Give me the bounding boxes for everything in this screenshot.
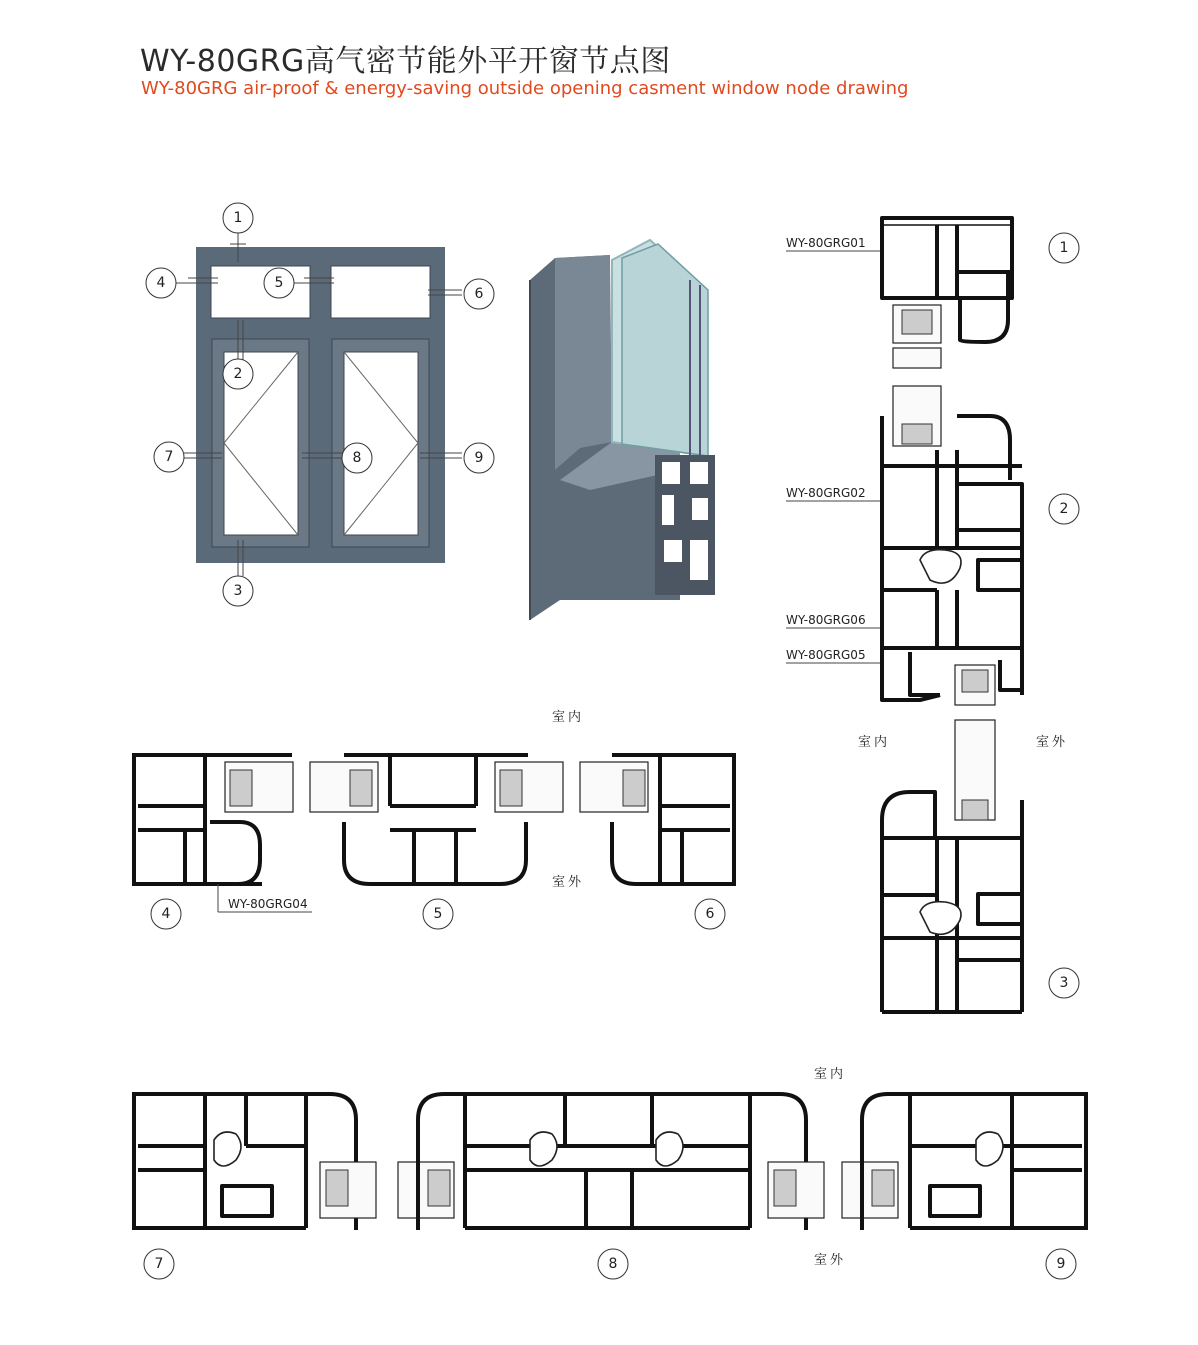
section-marker-4 [151,899,181,929]
top-side-inside: 室内 [552,710,585,725]
svg-text:7: 7 [154,1256,164,1272]
elevation-marker-4 [146,268,176,298]
node-1-section [882,218,1012,368]
horizontal-section-bottom [132,1066,1088,1279]
elevation-marker-9 [464,443,494,473]
node-4-section [132,755,293,884]
svg-text:2: 2 [233,366,243,382]
profile-3d-render [530,240,715,620]
svg-text:9: 9 [1056,1256,1066,1272]
svg-text:4: 4 [161,906,171,922]
node-6-section [580,755,736,884]
elevation-marker-2 [223,359,253,389]
elevation-marker-5 [264,268,294,298]
section-marker-5 [423,899,453,929]
svg-text:3: 3 [233,583,243,599]
elevation-marker-1 [223,203,253,233]
profile-label-01: WY-80GRG01 [786,236,866,250]
svg-text:5: 5 [274,275,284,291]
svg-text:9: 9 [474,450,484,466]
svg-text:1: 1 [1059,240,1069,256]
section-marker-3 [1049,968,1079,998]
horizontal-section-top [132,709,736,929]
profile-label-04: WY-80GRG04 [228,897,308,911]
svg-text:4: 4 [156,275,166,291]
node-7-section [132,1094,376,1230]
node-9-section [842,1094,1088,1230]
svg-text:3: 3 [1059,975,1069,991]
page-subtitle: WY-80GRG air-proof & energy-saving outside opening casment window node drawing [141,78,909,99]
transom-pane-left [211,266,310,318]
vertical-side-outside: 室外 [1036,735,1069,750]
top-side-outside: 室外 [552,875,585,890]
svg-text:8: 8 [352,450,362,466]
section-marker-9 [1046,1249,1076,1279]
window-elevation [146,203,494,606]
svg-text:2: 2 [1059,501,1069,517]
profile-label-02: WY-80GRG02 [786,486,866,500]
svg-text:8: 8 [608,1256,618,1272]
svg-text:1: 1 [233,210,243,226]
section-marker-7 [144,1249,174,1279]
section-marker-8 [598,1249,628,1279]
node-8-section [398,1094,824,1230]
svg-text:6: 6 [474,286,484,302]
svg-text:5: 5 [433,906,443,922]
node-5-section [310,755,563,884]
profile-label-06: WY-80GRG06 [786,613,866,627]
elevation-marker-6 [464,279,494,309]
page-title: WY-80GRG高气密节能外平开窗节点图 [140,44,671,79]
elevation-marker-8 [342,443,372,473]
profile-label-05: WY-80GRG05 [786,648,866,662]
section-marker-2 [1049,494,1079,524]
bottom-side-outside: 室外 [814,1253,847,1268]
svg-text:7: 7 [164,449,174,465]
svg-text:6: 6 [705,906,715,922]
elevation-marker-7 [154,442,184,472]
vertical-side-inside: 室内 [858,735,891,750]
node-3-section [882,792,1022,1012]
bottom-side-inside: 室内 [814,1067,847,1082]
elevation-marker-3 [223,576,253,606]
section-marker-6 [695,899,725,929]
node-2-section [882,416,1022,700]
transom-pane-right [331,266,430,318]
vertical-section [786,218,1079,1012]
section-marker-1 [1049,233,1079,263]
